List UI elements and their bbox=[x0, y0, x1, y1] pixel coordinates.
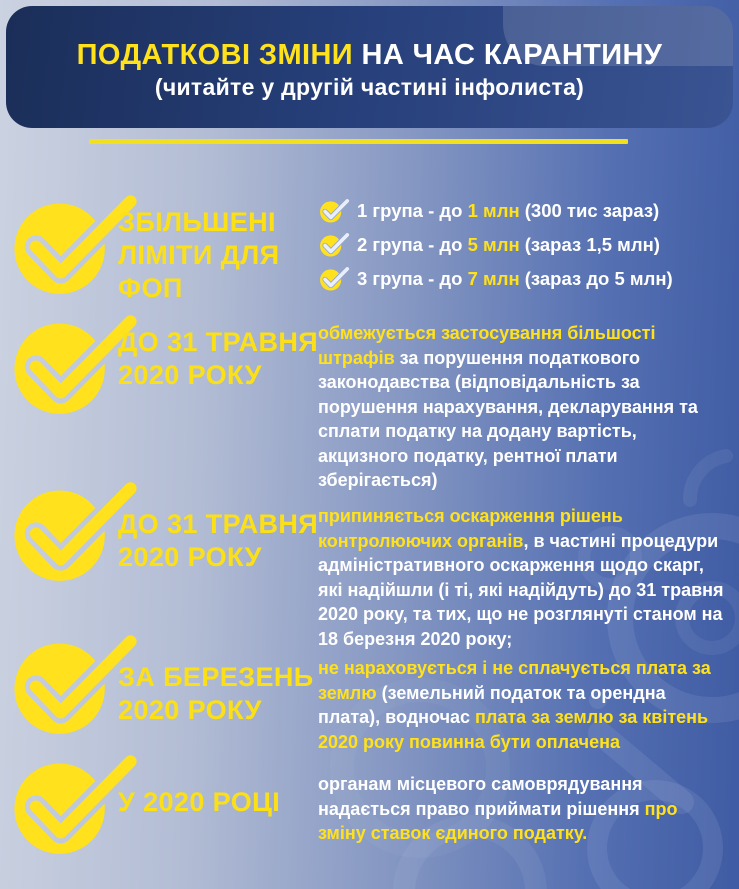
section-heading-march-land-tax: ЗА БЕРЕЗЕНЬ 2020 РОКУ bbox=[118, 662, 314, 725]
body-text-segment: плата за землю за квітень 2020 року повинна бути оплачена bbox=[318, 707, 709, 752]
list-item-text: 1 група - до 1 млн (300 тис зараз) bbox=[357, 200, 660, 222]
title-rest: НА ЧАС КАРАНТИНУ bbox=[353, 39, 663, 71]
list-item-text: 3 група - до 7 млн (зараз до 5 млн) bbox=[357, 268, 673, 290]
section-heading-fop-limits: ЗБІЛЬШЕНІ ЛІМІТИ ДЛЯ ФОП bbox=[118, 207, 280, 303]
section-heading-until-may-appeals: ДО 31 ТРАВНЯ 2020 РОКУ bbox=[118, 509, 319, 572]
list-item-group3 bbox=[318, 267, 728, 292]
body-text-segment: обмежується застосування більшості штрафів bbox=[318, 323, 656, 368]
body-text-segment: (земельний податок та орендна плата), водночас bbox=[318, 682, 666, 727]
list-item-group2 bbox=[318, 233, 728, 258]
page-subtitle: (читайте у другій частині інфолиста) bbox=[154, 74, 585, 100]
body-text-segment: органам місцевого самоврядування надається право приймати рішення bbox=[318, 774, 645, 819]
section-body-fines bbox=[318, 321, 728, 493]
divider-line bbox=[89, 139, 628, 144]
check-circle-small-icon bbox=[318, 231, 350, 258]
header-banner bbox=[6, 6, 733, 128]
check-circle-small-icon bbox=[318, 265, 350, 292]
body-text-segment: припиняється оскарження рішень контролюючих органів bbox=[318, 506, 623, 551]
list-item-group1 bbox=[318, 199, 728, 224]
section-body-land-tax bbox=[318, 656, 728, 754]
body-text-segment: за порушення податкового законодавства (відповідальність за порушення нарахування, декларування та сплати податку на додану вартість, акцизного податку, рентної плати зберігається) bbox=[318, 347, 698, 490]
body-text-segment: , в частині процедури адміністративного оскарження щодо скарг, які надійшли (і ті, які надійдуть) до 31 травня 2020 року, та тих, що не розглянуті станом на 18 березня 2020 року; bbox=[318, 530, 724, 649]
section-body-single-tax bbox=[318, 772, 728, 846]
body-text-segment: не нараховується і не сплачується плата за землю bbox=[318, 658, 711, 703]
section-heading-2020-single-tax: У 2020 РОЦІ bbox=[118, 787, 281, 817]
body-text-segment: про зміну ставок єдиного податку. bbox=[318, 798, 678, 843]
title-accent: ПОДАТКОВІ ЗМІНИ bbox=[76, 39, 354, 71]
section-heading-until-may-fines: ДО 31 ТРАВНЯ 2020 РОКУ bbox=[118, 327, 319, 390]
page-title bbox=[6, 38, 733, 72]
section-body-appeals bbox=[318, 504, 728, 651]
fop-limits-list bbox=[318, 199, 728, 292]
check-circle-small-icon bbox=[318, 197, 350, 224]
list-item-text: 2 група - до 5 млн (зараз 1,5 млн) bbox=[357, 234, 660, 256]
